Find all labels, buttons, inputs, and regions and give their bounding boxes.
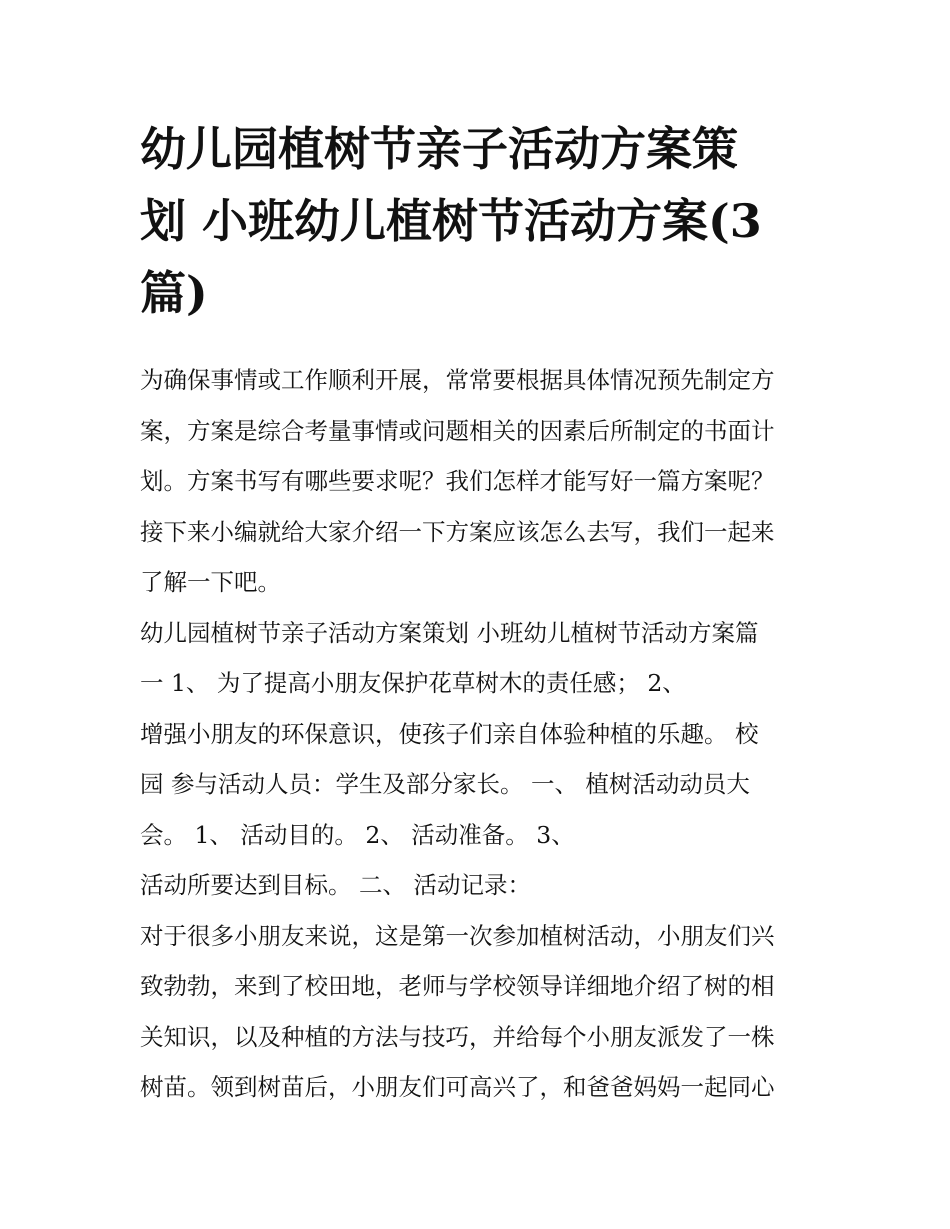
body-line-6: 幼儿园植树节亲子活动方案策划 小班幼儿植树节活动方案篇 xyxy=(140,618,759,647)
body-line-2: 案，方案是综合考量事情或问题相关的因素后所制定的书面计 xyxy=(140,416,775,445)
body-line-8: 增强小朋友的环保意识，使孩子们亲自体验种植的乐趣。 校 xyxy=(140,719,759,748)
document-body xyxy=(140,355,820,1113)
body-line-11: 活动所要达到目标。 二、 活动记录： xyxy=(140,871,531,899)
body-line-14: 关知识，以及种植的方法与技巧，并给每个小朋友派发了一株 xyxy=(140,1022,775,1051)
document-title xyxy=(140,113,820,329)
body-line-12: 对于很多小朋友来说，这是第一次参加植树活动，小朋友们兴 xyxy=(140,921,775,950)
body-line-9: 园 参与活动人员：学生及部分家长。 一、 植树活动动员大 xyxy=(140,770,750,798)
body-line-10: 会。 1、 活动目的。 2、 活动准备。 3、 xyxy=(140,820,575,849)
body-line-5: 了解一下吧。 xyxy=(140,568,281,596)
body-line-4: 接下来小编就给大家介绍一下方案应该怎么去写，我们一起来 xyxy=(140,517,775,546)
body-line-7: 一 1、 为了提高小朋友保护花草树木的责任感； 2、 xyxy=(140,669,686,697)
title-line-3: 篇) xyxy=(140,266,208,320)
title-line-1: 幼儿园植树节亲子活动方案策 xyxy=(140,122,738,176)
title-line-2: 划 小班幼儿植树节活动方案(3 xyxy=(140,194,762,248)
body-line-13: 致勃勃，来到了校田地，老师与学校领导详细地介绍了树的相 xyxy=(140,972,775,1000)
body-line-1: 为确保事情或工作顺利开展，常常要根据具体情况预先制定方 xyxy=(140,366,775,394)
body-line-3: 划。方案书写有哪些要求呢？我们怎样才能写好一篇方案呢？ xyxy=(140,467,775,495)
body-line-15: 树苗。领到树苗后，小朋友们可高兴了，和爸爸妈妈一起同心 xyxy=(140,1073,775,1101)
